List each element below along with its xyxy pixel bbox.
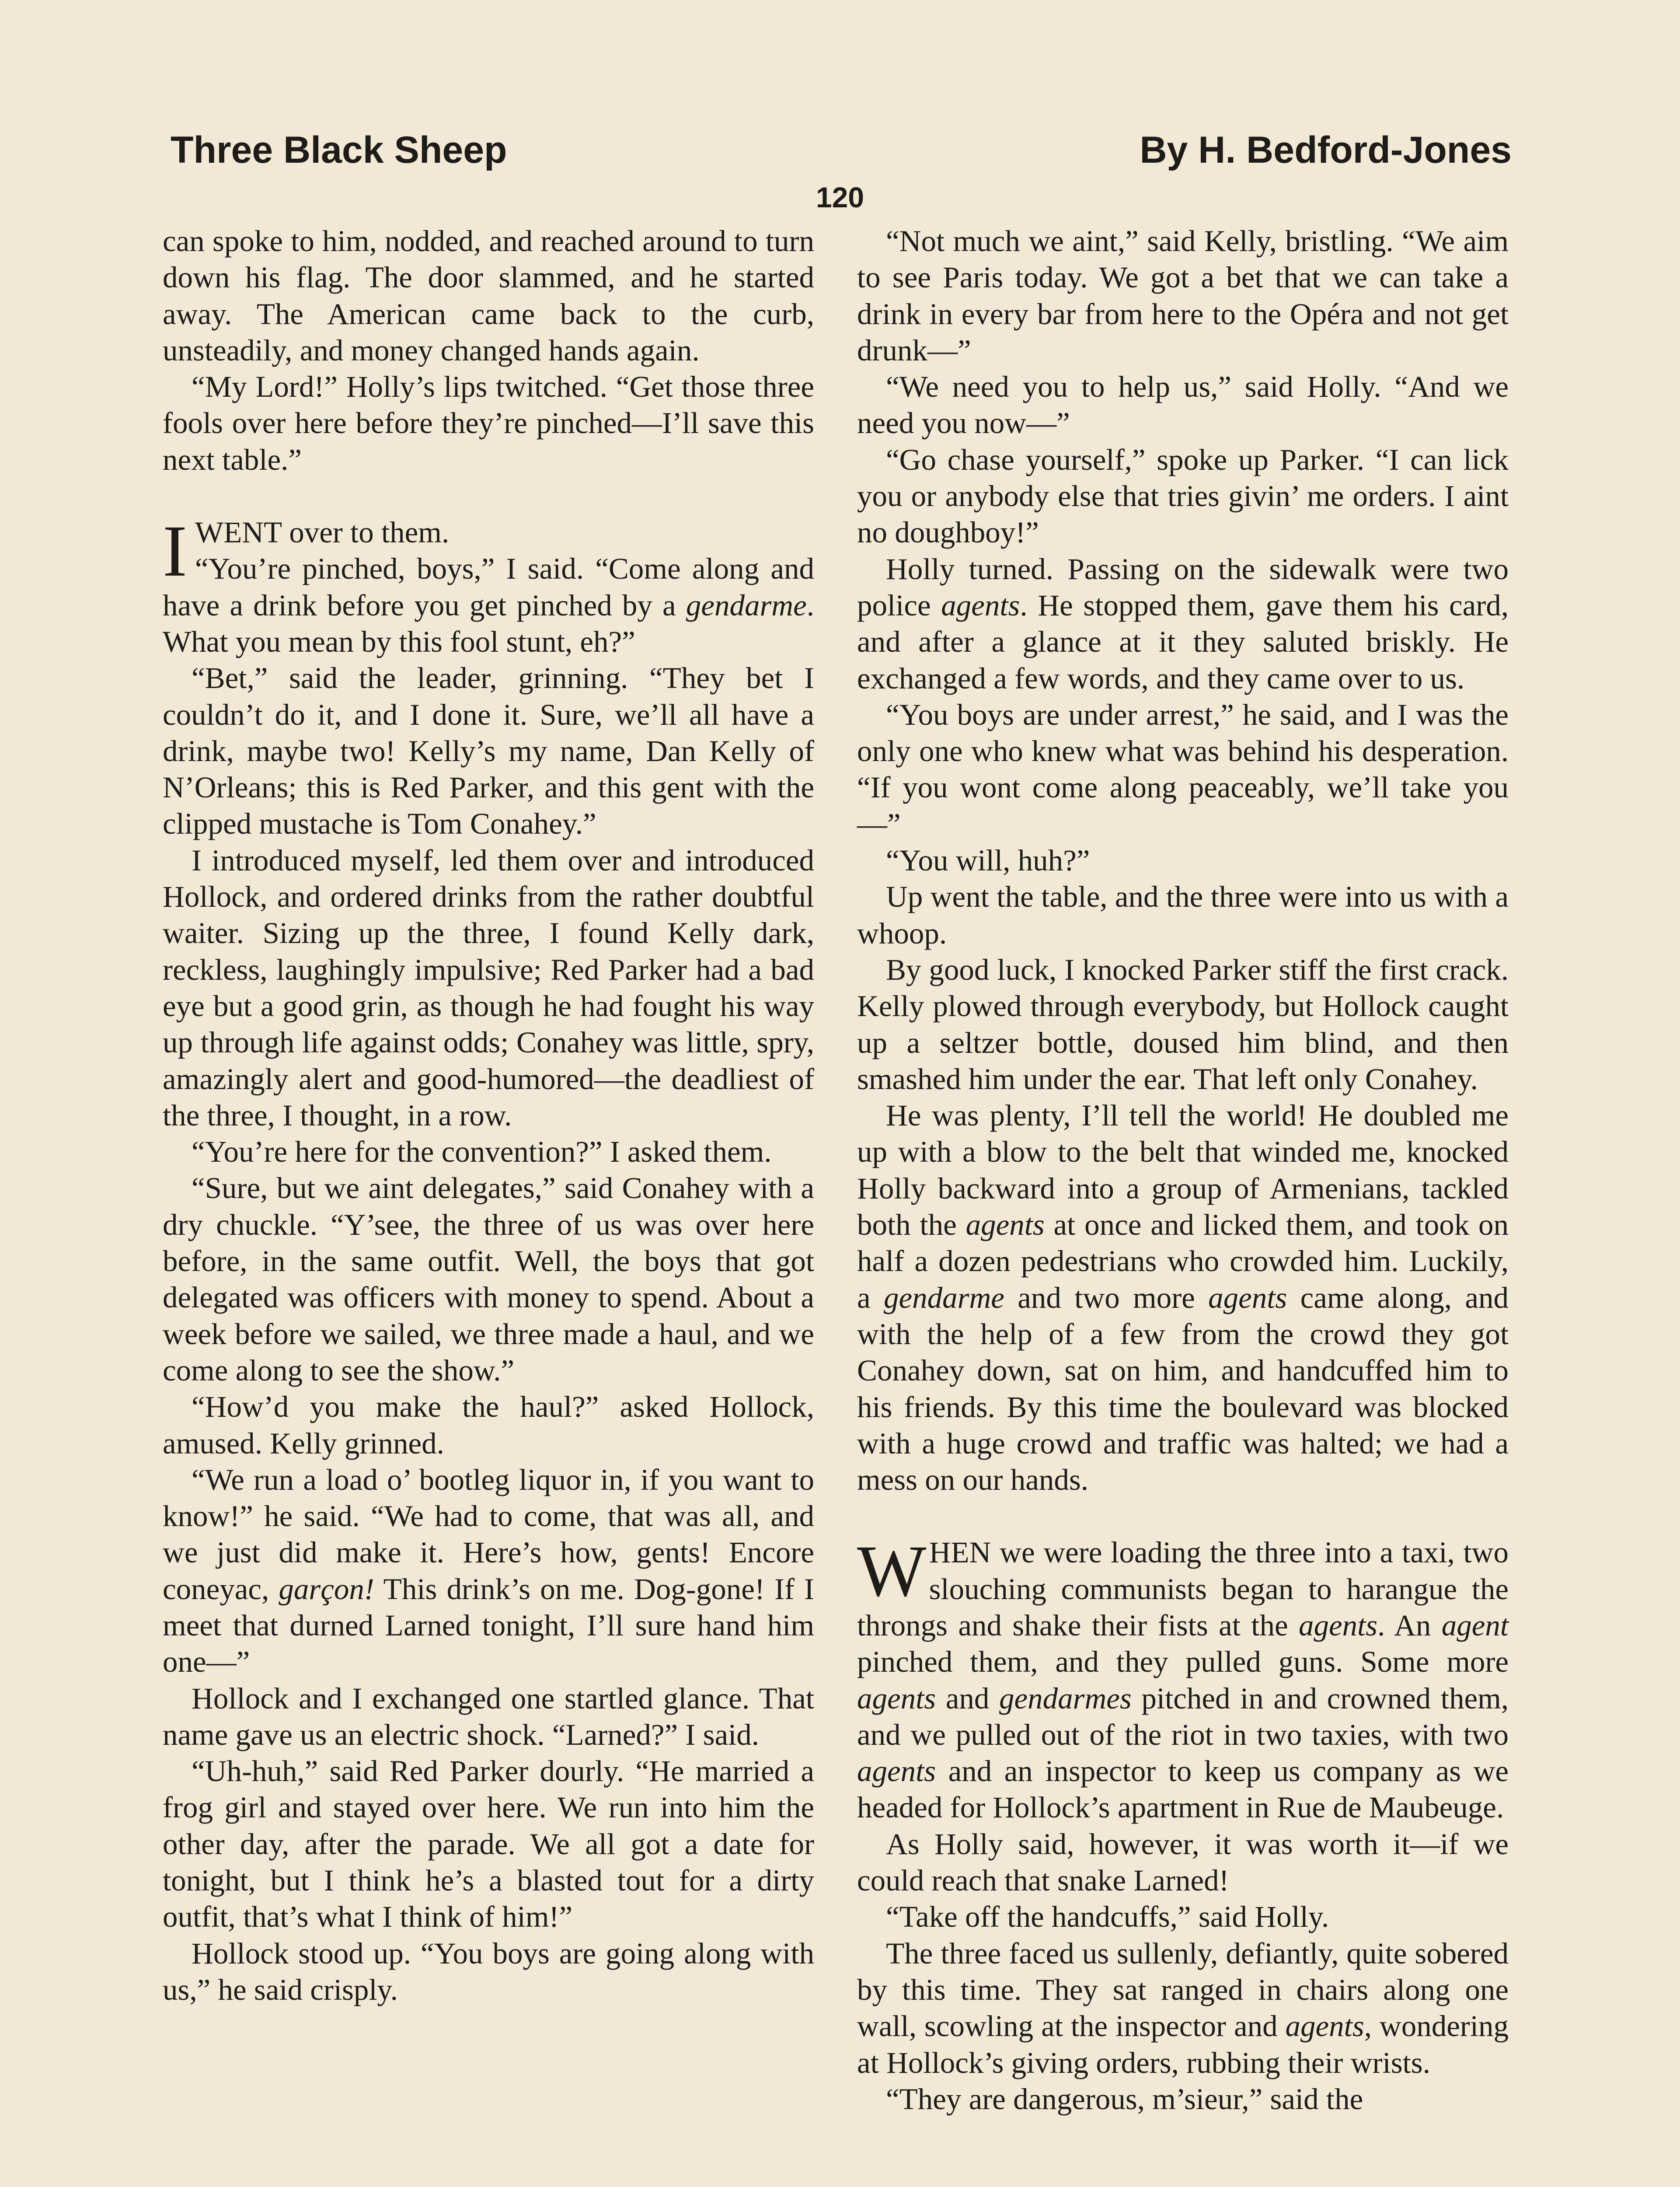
paragraph: “Bet,” said the leader, grinning. “They bet I couldn’t do it, and I done it. Sure, we’ll all have a drink, maybe two! Kelly’s my name, Dan Kelly of N’Orleans; this is Red Parker, and this gent with the clipped mustache is Tom Conahey.” xyxy=(163,661,814,841)
drop-cap-letter: I xyxy=(163,510,187,592)
paragraph: “Uh-huh,” said Red Parker dourly. “He married a frog girl and stayed over here. We run into him the other day, after the parade. We all got a date for tonight, but I think he’s a blasted tout for a dirty outfit, that’s what I think of him!” xyxy=(163,1754,814,1934)
left-column xyxy=(163,223,814,2008)
paragraph: “Not much we aint,” said Kelly, bristling. “We aim to see Paris today. We got a bet that we can take a drink in every bar from here to the Opéra and not get drunk—” xyxy=(857,224,1509,367)
paragraph: As Holly said, however, it was worth it—if we could reach that snake Larned! xyxy=(857,1827,1509,1897)
paragraph: “My Lord!” Holly’s lips twitched. “Get those three fools over here before they’re pinched—I’ll save this next table.” xyxy=(163,370,814,476)
paragraph: “We need you to help us,” said Holly. “And we need you now—” xyxy=(857,370,1509,440)
paragraph: can spoke to him, nodded, and reached around to turn down his flag. The door slammed, and he started away. The American came back to the curb, unsteadily, and money changed hands again. xyxy=(163,224,814,367)
paragraph: “Go chase yourself,” spoke up Parker. “I can lick you or anybody else that tries givin’ me orders. I aint no doughboy!” xyxy=(857,443,1509,549)
paragraph: Up went the table, and the three were into us with a whoop. xyxy=(857,880,1509,950)
paragraph: I introduced myself, led them over and introduced Hollock, and ordered drinks from the rather doubtful waiter. Sizing up the three, I found Kelly dark, reckless, laughingly impulsive; Red Parker had a bad eye but a good grin, as though he had fought his way up through life against odds; Conahey was little, spry, amazingly alert and good-humored—the deadliest of the three, I thought, in a row. xyxy=(163,843,814,1132)
story-author: By H. Bedford-Jones xyxy=(1140,129,1512,171)
story-title: Three Black Sheep xyxy=(171,129,507,171)
drop-cap-letter: W xyxy=(857,1530,927,1612)
section-opening-paragraph xyxy=(163,510,814,660)
paragraph-text: WENT over to them. xyxy=(195,516,450,549)
page-number: 120 xyxy=(816,181,864,213)
paragraph: Hollock stood up. “You boys are going along with us,” he said crisply. xyxy=(163,1936,814,2006)
paragraph: “Sure, but we aint delegates,” said Conahey with a dry chuckle. “Y’see, the three of us was over here before, in the same outfit. Well, the boys that got delegated was officers with money to spend. About a week before we sailed, we three made a haul, and we come along to see the show.” xyxy=(163,1171,814,1387)
paragraph: “You boys are under arrest,” he said, and I was the only one who knew what was behind his desperation. “If you wont come along peaceably, we’ll take you—” xyxy=(857,698,1509,841)
paragraph: He was plenty, I’ll tell the world! He doubled me up with a blow to the belt that winded me, knocked Holly backward into a group of Armenians, tackled both the agents at once and licked them, and took on half a dozen pedestrians who crowded him. Luckily, a gendarme and two more agents came along, and with the help of a few from the crowd they got Conahey down, sat on him, and handcuffed him to his friends. By this time the boulevard was blocked with a huge crowd and traffic was halted; we had a mess on our hands. xyxy=(857,1099,1509,1497)
paragraph: “How’d you make the haul?” asked Hollock, amused. Kelly grinned. xyxy=(163,1390,814,1460)
paragraph-text: HEN we were loading the three into a taxi, two slouching communists began to harangue the throngs and shake their fists at the agents. An agent pinched them, and they pulled guns. Some more agents and gendarmes pitched in and crowned them, and we pulled out of the riot in two taxies, with two agents and an inspector to keep us company as we headed for Hollock’s apartment in Rue de Maubeuge. xyxy=(857,1536,1509,1824)
paragraph-text: “You’re pinched, boys,” I said. “Come along and have a drink before you get pinched by a gendarme. What you mean by this fool stunt, eh?” xyxy=(163,552,814,658)
paragraph: “You will, huh?” xyxy=(886,844,1090,877)
paragraph: By good luck, I knocked Parker stiff the first crack. Kelly plowed through everybody, but Hollock caught up a seltzer bottle, doused him blind, and then smashed him under the ear. That left only Conahey. xyxy=(857,953,1509,1096)
right-column xyxy=(857,223,1509,2117)
paragraph: Hollock and I exchanged one startled glance. That name gave us an electric shock. “Larned?” I said. xyxy=(163,1681,814,1751)
paragraph: “They are dangerous, m’sieur,” said the xyxy=(886,2082,1363,2116)
paragraph: Holly turned. Passing on the sidewalk were two police agents. He stopped them, gave them his card, and after a glance at it they saluted briskly. He exchanged a few words, and they came over to us. xyxy=(857,552,1509,695)
paragraph: “Take off the handcuffs,” said Holly. xyxy=(886,1900,1329,1934)
paragraph: “We run a load o’ bootleg liquor in, if you want to know!” he said. “We had to come, that was all, and we just did make it. Here’s how, gents! Encore coneyac, garçon! This drink’s on me. Dog-gone! If I meet that durned Larned tonight, I’ll sure hand him one—” xyxy=(163,1463,814,1679)
paragraph: The three faced us sullenly, defiantly, quite sobered by this time. They sat ranged in chairs along one wall, scowling at the inspector and agents, wondering at Hollock’s giving orders, rubbing their wrists. xyxy=(857,1936,1509,2079)
paragraph: “You’re here for the convention?” I asked them. xyxy=(192,1135,772,1169)
section-opening-paragraph xyxy=(857,1530,1509,1826)
